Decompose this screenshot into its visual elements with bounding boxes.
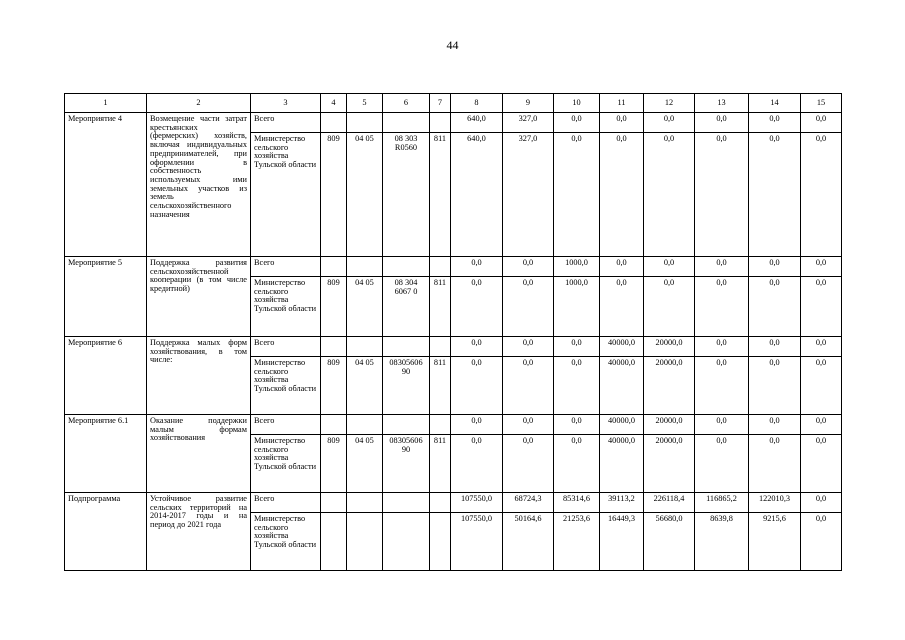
measure-name-cell: Возмещение части затрат крестьянских (фермерских) хозяйств, включая индивидуальных предпринимателей, при оформлении в собственность используемых ими земельных участков из земель сельскохозяйственного назначения [147, 113, 251, 257]
value-cell: 0,0 [600, 277, 644, 337]
header-cell: 5 [347, 94, 383, 113]
code-cell [430, 337, 451, 357]
header-cell: 15 [801, 94, 842, 113]
code-cell: 811 [430, 133, 451, 257]
value-cell: 0,0 [600, 133, 644, 257]
header-cell: 12 [644, 94, 695, 113]
code-cell [383, 337, 430, 357]
code-cell [347, 493, 383, 513]
value-cell: 9215,6 [749, 513, 801, 571]
row-label-cell: Министерство сельского хозяйства Тульской области [251, 513, 321, 571]
value-cell: 0,0 [695, 257, 749, 277]
measure-name-cell: Поддержка малых форм хозяйствования, в том числе: [147, 337, 251, 415]
header-cell: 14 [749, 94, 801, 113]
value-cell: 39113,2 [600, 493, 644, 513]
code-cell: 809 [321, 133, 347, 257]
budget-table [64, 93, 842, 571]
header-cell: 6 [383, 94, 430, 113]
header-cell: 13 [695, 94, 749, 113]
code-cell [383, 513, 430, 571]
value-cell: 0,0 [749, 113, 801, 133]
value-cell: 0,0 [451, 257, 503, 277]
value-cell: 20000,0 [644, 415, 695, 435]
value-cell: 0,0 [451, 277, 503, 337]
code-cell: 08305606 90 [383, 357, 430, 415]
row-label-cell: Всего [251, 113, 321, 133]
value-cell: 0,0 [801, 277, 842, 337]
value-cell: 0,0 [801, 133, 842, 257]
value-cell: 0,0 [695, 337, 749, 357]
header-cell: 3 [251, 94, 321, 113]
code-cell [347, 415, 383, 435]
value-cell: 1000,0 [554, 257, 600, 277]
value-cell: 327,0 [503, 133, 554, 257]
value-cell: 0,0 [695, 277, 749, 337]
code-cell: 08 304 6067 0 [383, 277, 430, 337]
value-cell: 0,0 [749, 435, 801, 493]
row-label-cell: Всего [251, 257, 321, 277]
value-cell: 0,0 [749, 257, 801, 277]
value-cell: 0,0 [503, 357, 554, 415]
value-cell: 20000,0 [644, 357, 695, 415]
code-cell [383, 493, 430, 513]
measure-id-cell: Мероприятие 5 [65, 257, 147, 337]
value-cell: 0,0 [503, 277, 554, 337]
measure-name-cell: Устойчивое развитие сельских территорий на 2014-2017 годы и на период до 2021 года [147, 493, 251, 571]
code-cell: 811 [430, 435, 451, 493]
value-cell: 40000,0 [600, 357, 644, 415]
table-row [65, 337, 842, 357]
code-cell [347, 113, 383, 133]
value-cell: 0,0 [554, 415, 600, 435]
value-cell: 0,0 [554, 357, 600, 415]
code-cell [383, 113, 430, 133]
value-cell: 0,0 [451, 415, 503, 435]
code-cell: 04 05 [347, 357, 383, 415]
measure-name-cell: Поддержка развития сельскохозяйственной кооперации (в том числе кредитной) [147, 257, 251, 337]
value-cell: 0,0 [801, 257, 842, 277]
value-cell: 0,0 [600, 257, 644, 277]
code-cell [430, 257, 451, 277]
row-label-cell: Министерство сельского хозяйства Тульской области [251, 277, 321, 337]
value-cell: 0,0 [451, 435, 503, 493]
row-label-cell: Всего [251, 415, 321, 435]
header-cell: 4 [321, 94, 347, 113]
code-cell [383, 257, 430, 277]
value-cell: 107550,0 [451, 493, 503, 513]
value-cell: 20000,0 [644, 435, 695, 493]
code-cell [430, 113, 451, 133]
value-cell: 0,0 [644, 133, 695, 257]
code-cell: 811 [430, 357, 451, 415]
value-cell: 1000,0 [554, 277, 600, 337]
header-cell: 11 [600, 94, 644, 113]
code-cell [321, 113, 347, 133]
code-cell: 809 [321, 357, 347, 415]
value-cell: 0,0 [503, 257, 554, 277]
value-cell: 50164,6 [503, 513, 554, 571]
header-cell: 2 [147, 94, 251, 113]
measure-name-cell: Оказание поддержки малым формам хозяйствования [147, 415, 251, 493]
code-cell [321, 513, 347, 571]
value-cell: 107550,0 [451, 513, 503, 571]
code-cell: 809 [321, 435, 347, 493]
value-cell: 0,0 [554, 133, 600, 257]
value-cell: 40000,0 [600, 435, 644, 493]
code-cell: 809 [321, 277, 347, 337]
value-cell: 327,0 [503, 113, 554, 133]
value-cell: 40000,0 [600, 337, 644, 357]
code-cell [321, 415, 347, 435]
code-cell [430, 493, 451, 513]
value-cell: 0,0 [801, 435, 842, 493]
code-cell [383, 415, 430, 435]
code-cell: 08305606 90 [383, 435, 430, 493]
value-cell: 0,0 [801, 415, 842, 435]
measure-id-cell: Подпрограмма [65, 493, 147, 571]
table-row [65, 493, 842, 513]
page-number: 44 [446, 38, 459, 52]
table-row [65, 113, 842, 133]
table-header-row [65, 94, 842, 113]
value-cell: 0,0 [503, 435, 554, 493]
value-cell: 0,0 [554, 113, 600, 133]
value-cell: 0,0 [644, 277, 695, 337]
measure-id-cell: Мероприятие 6.1 [65, 415, 147, 493]
value-cell: 0,0 [451, 337, 503, 357]
value-cell: 640,0 [451, 133, 503, 257]
code-cell [347, 513, 383, 571]
code-cell [321, 257, 347, 277]
value-cell: 122010,3 [749, 493, 801, 513]
value-cell: 0,0 [695, 415, 749, 435]
value-cell: 0,0 [503, 337, 554, 357]
row-label-cell: Министерство сельского хозяйства Тульской области [251, 357, 321, 415]
value-cell: 0,0 [644, 257, 695, 277]
value-cell: 0,0 [749, 133, 801, 257]
row-label-cell: Всего [251, 337, 321, 357]
value-cell: 0,0 [695, 133, 749, 257]
code-cell [321, 337, 347, 357]
value-cell: 0,0 [749, 357, 801, 415]
measure-id-cell: Мероприятие 6 [65, 337, 147, 415]
value-cell: 21253,6 [554, 513, 600, 571]
value-cell: 8639,8 [695, 513, 749, 571]
value-cell: 0,0 [554, 337, 600, 357]
value-cell: 85314,6 [554, 493, 600, 513]
code-cell [347, 257, 383, 277]
value-cell: 0,0 [749, 415, 801, 435]
header-cell: 10 [554, 94, 600, 113]
code-cell: 04 05 [347, 435, 383, 493]
value-cell: 0,0 [503, 415, 554, 435]
code-cell: 04 05 [347, 277, 383, 337]
value-cell: 226118,4 [644, 493, 695, 513]
value-cell: 0,0 [695, 435, 749, 493]
value-cell: 0,0 [695, 357, 749, 415]
code-cell: 04 05 [347, 133, 383, 257]
row-label-cell: Всего [251, 493, 321, 513]
value-cell: 0,0 [554, 435, 600, 493]
header-cell: 8 [451, 94, 503, 113]
code-cell: 08 303 R0560 [383, 133, 430, 257]
row-label-cell: Министерство сельского хозяйства Тульской области [251, 435, 321, 493]
value-cell: 16449,3 [600, 513, 644, 571]
code-cell [430, 513, 451, 571]
value-cell: 0,0 [695, 113, 749, 133]
table-row [65, 415, 842, 435]
table-body [65, 113, 842, 571]
table-row [65, 257, 842, 277]
measure-id-cell: Мероприятие 4 [65, 113, 147, 257]
code-cell: 811 [430, 277, 451, 337]
header-cell: 9 [503, 94, 554, 113]
value-cell: 0,0 [801, 493, 842, 513]
value-cell: 640,0 [451, 113, 503, 133]
value-cell: 0,0 [801, 337, 842, 357]
code-cell [321, 493, 347, 513]
value-cell: 0,0 [451, 357, 503, 415]
code-cell [347, 337, 383, 357]
value-cell: 20000,0 [644, 337, 695, 357]
header-cell: 7 [430, 94, 451, 113]
value-cell: 0,0 [801, 357, 842, 415]
value-cell: 68724,3 [503, 493, 554, 513]
value-cell: 0,0 [801, 113, 842, 133]
value-cell: 116865,2 [695, 493, 749, 513]
value-cell: 40000,0 [600, 415, 644, 435]
row-label-cell: Министерство сельского хозяйства Тульской области [251, 133, 321, 257]
value-cell: 0,0 [600, 113, 644, 133]
value-cell: 0,0 [749, 277, 801, 337]
value-cell: 56680,0 [644, 513, 695, 571]
value-cell: 0,0 [644, 113, 695, 133]
value-cell: 0,0 [801, 513, 842, 571]
header-cell: 1 [65, 94, 147, 113]
code-cell [430, 415, 451, 435]
value-cell: 0,0 [749, 337, 801, 357]
